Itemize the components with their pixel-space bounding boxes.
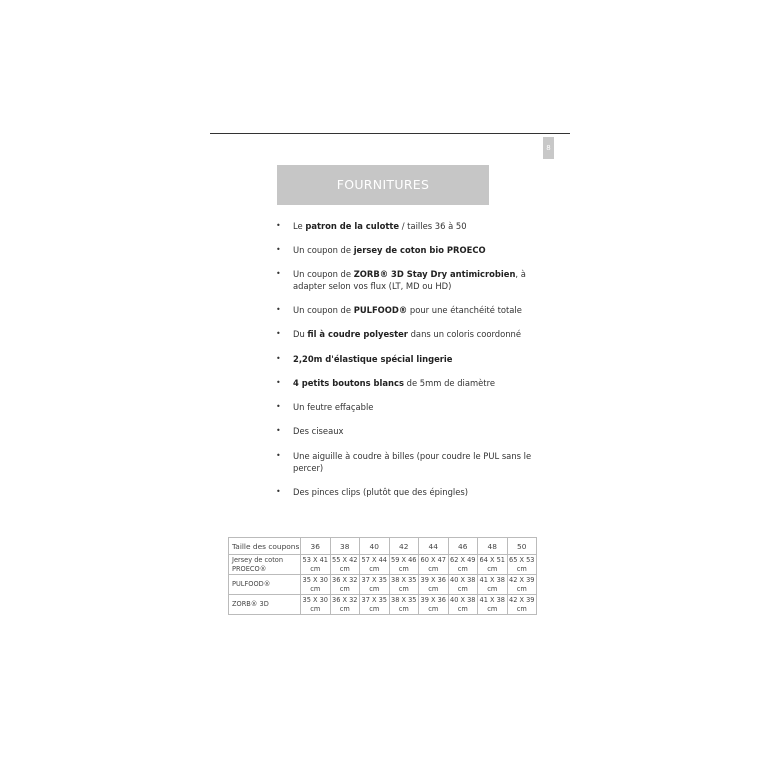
size-cell: 39 X 36 cm (420, 595, 446, 613)
supply-item (276, 450, 538, 474)
supply-item (276, 328, 538, 340)
supply-item (276, 353, 538, 365)
size-header-cell: 48 (478, 538, 508, 555)
size-cell: 36 X 32 cm (332, 595, 358, 613)
supply-item (276, 377, 538, 389)
bullet-icon: • (276, 378, 281, 387)
size-cell: 53 X 41 cm (302, 555, 328, 573)
size-cell: 40 X 38 cm (450, 575, 476, 593)
coupon-size-table (228, 537, 537, 615)
supply-item-text: Des ciseaux (293, 426, 344, 436)
supply-item-highlight: fil à coudre polyester (307, 329, 408, 339)
size-cell: 37 X 35 cm (361, 575, 387, 593)
supply-item-text: Un feutre effaçable (293, 402, 374, 412)
supply-item (276, 268, 538, 292)
table-header-row (229, 538, 537, 555)
size-cell: 39 X 36 cm (420, 575, 446, 593)
size-cell: 65 X 53 cm (509, 555, 535, 573)
supply-item (276, 304, 538, 316)
supply-item-highlight: 4 petits boutons blancs (293, 378, 404, 388)
bullet-icon: • (276, 305, 281, 314)
size-cell: 41 X 38 cm (479, 595, 505, 613)
bullet-icon: • (276, 329, 281, 338)
supply-item-highlight: PULFOOD® (353, 305, 408, 315)
bullet-icon: • (276, 426, 281, 435)
size-header-cell: 46 (448, 538, 478, 555)
size-cell: 36 X 32 cm (332, 575, 358, 593)
table-header-label: Taille des coupons (229, 538, 301, 555)
supply-item (276, 401, 538, 413)
size-cell: 35 X 30 cm (302, 575, 328, 593)
supply-item-text: Des pinces clips (plutôt que des épingles) (293, 487, 468, 497)
supply-item (276, 425, 538, 437)
header-rule (210, 133, 570, 134)
bullet-icon: • (276, 402, 281, 411)
size-header-cell: 42 (389, 538, 419, 555)
size-cell: 55 X 42 cm (332, 555, 358, 573)
supply-item-highlight: 2,20m d'élastique spécial lingerie (293, 354, 453, 364)
supply-item-text: Une aiguille à coudre à billes (pour coudre le PUL sans le percer) (293, 451, 532, 473)
supply-item-highlight: jersey de coton bio PROECO (353, 245, 486, 255)
size-cell: 59 X 46 cm (391, 555, 417, 573)
page-number: 8 (543, 137, 554, 159)
size-cell: 35 X 30 cm (302, 595, 328, 613)
supply-item-text: Le (293, 221, 306, 231)
bullet-icon: • (276, 221, 281, 230)
supply-item-highlight: ZORB® 3D Stay Dry antimicrobien (353, 269, 516, 279)
bullet-icon: • (276, 451, 281, 460)
supply-item-highlight: patron de la culotte (305, 221, 400, 231)
bullet-icon: • (276, 487, 281, 496)
fabric-label: Jersey de coton PROECO® (229, 555, 301, 575)
size-cell: 42 X 39 cm (509, 595, 535, 613)
section-title: FOURNITURES (277, 165, 489, 205)
size-cell: 42 X 39 cm (509, 575, 535, 593)
size-cell: 60 X 47 cm (420, 555, 446, 573)
size-cell: 64 X 51 cm (479, 555, 505, 573)
supply-item-text: , à adapter selon vos flux (LT, MD ou HD) (293, 269, 526, 291)
size-header-cell: 50 (507, 538, 537, 555)
bullet-icon: • (276, 245, 281, 254)
table-row (229, 575, 537, 595)
table-row (229, 595, 537, 615)
size-cell: 41 X 38 cm (479, 575, 505, 593)
supply-item-text: pour une étanchéité totale (407, 305, 522, 315)
size-cell: 40 X 38 cm (450, 595, 476, 613)
supply-item-text: Un coupon de (293, 269, 354, 279)
supply-item-text: Un coupon de (293, 305, 354, 315)
table-row (229, 555, 537, 575)
size-header-cell: 44 (419, 538, 449, 555)
size-header-cell: 40 (360, 538, 390, 555)
supply-item (276, 220, 538, 232)
supply-item-text: Du (293, 329, 308, 339)
bullet-icon: • (276, 269, 281, 278)
size-cell: 62 X 49 cm (450, 555, 476, 573)
size-cell: 37 X 35 cm (361, 595, 387, 613)
supply-item-text: Un coupon de (293, 245, 354, 255)
fabric-label: ZORB® 3D (229, 595, 301, 615)
supply-item (276, 244, 538, 256)
supply-item-text: de 5mm de diamètre (403, 378, 495, 388)
size-header-cell: 36 (301, 538, 331, 555)
fabric-label: PULFOOD® (229, 575, 301, 595)
supply-item-text: dans un coloris coordonné (407, 329, 522, 339)
size-cell: 38 X 35 cm (391, 595, 417, 613)
bullet-icon: • (276, 354, 281, 363)
supply-item (276, 486, 538, 498)
supply-item-text: / tailles 36 à 50 (399, 221, 467, 231)
size-header-cell: 38 (330, 538, 360, 555)
size-cell: 38 X 35 cm (391, 575, 417, 593)
size-cell: 57 X 44 cm (361, 555, 387, 573)
